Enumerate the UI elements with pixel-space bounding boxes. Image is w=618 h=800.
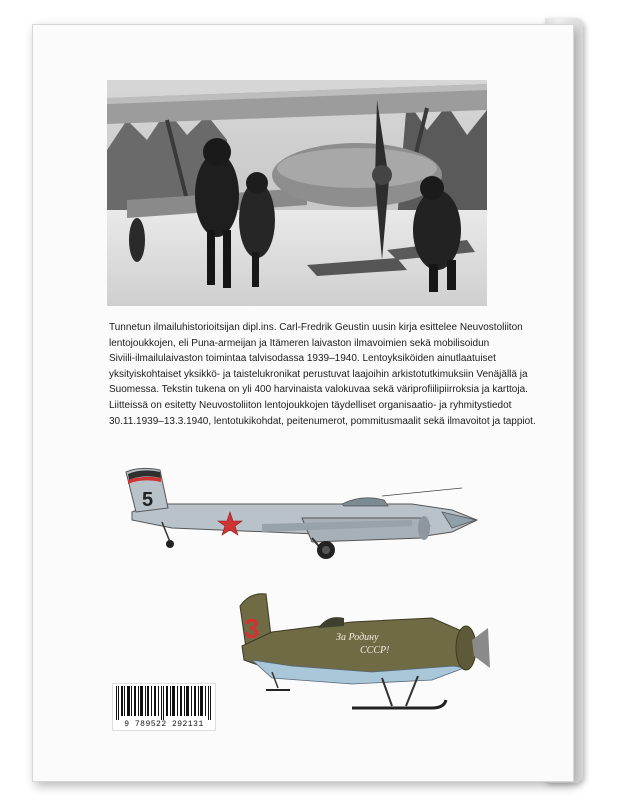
description-line: yksityiskohtaiset yksikkö- ja taistelukronikat perustuvat laajoihin arkistotutkimuksiin Venäjällä ja (109, 368, 528, 380)
fighter-tail-number: 3 (244, 613, 260, 644)
description-line: Siviili-ilmailulaivaston toimintaa talvisodassa 1939–1940. Lentoyksiköiden ainutlaatuiset (109, 353, 496, 365)
fighter-profile-illustration (232, 588, 494, 728)
barcode-bars (114, 686, 214, 720)
bomber-drawing (112, 460, 492, 560)
isbn-barcode (112, 683, 216, 731)
fighter-drawing (232, 588, 494, 728)
fighter-slogan-line2: СССР! (360, 645, 390, 656)
description-line: lentojoukkojen, eli Puna-armeijan ja Itämeren laivaston ilmavoimien sekä mobilisoidun (109, 337, 490, 349)
bomber-profile-illustration (112, 460, 492, 560)
book-description (109, 320, 536, 429)
isbn-number: 9 789522 292131 (124, 720, 204, 729)
description-line: Suomessa. Tekstin tukena on yli 400 harvinaista valokuvaa sekä väriprofiilipiirroksia ja karttoja. (109, 384, 528, 396)
description-line: 30.11.1939–13.3.1940, lentotukikohdat, peitenumerot, pommitusmaalit sekä ilmavoitot ja tappiot. (109, 415, 536, 427)
fighter-slogan-line1: За Родину (336, 632, 379, 643)
description-line: Liitteissä on esitetty Neuvostoliiton lentojoukkojen täydelliset organisaatio- ja ryhmitystiedot (109, 399, 512, 411)
description-line: Tunnetun ilmailuhistorioitsijan dipl.ins. Carl-Fredrik Geustin uusin kirja esittelee Neuvostoliiton (109, 322, 523, 333)
photo-illustration (107, 80, 487, 306)
bomber-tail-number: 5 (142, 489, 154, 511)
winter-biplane-photo (107, 80, 487, 306)
